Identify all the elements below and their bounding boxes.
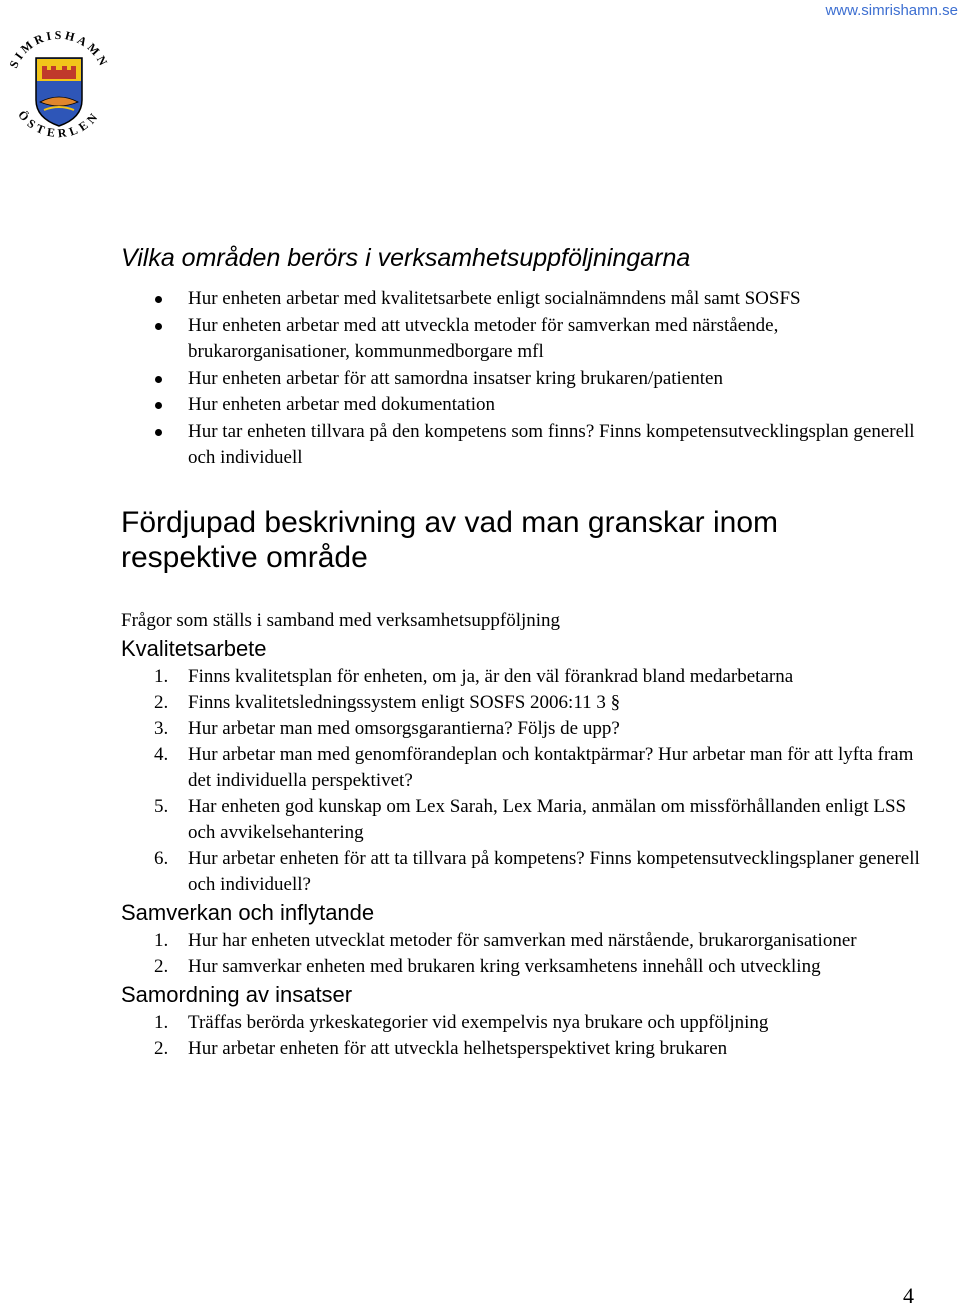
item-text: Träffas berörda yrkeskategorier vid exempelvis nya brukare och uppföljning [188, 1011, 769, 1033]
item-text: Hur arbetar man med genomförandeplan och kontaktpärmar? Hur arbetar man för att lyfta fram det individuella perspektivet? [188, 743, 914, 791]
list-item: Hur enheten arbetar med att utveckla metoder för samverkan med närstående, brukarorganisationer, kommunmedborgare mfl [121, 313, 921, 366]
subtitle: Frågor som ställs i samband med verksamhetsuppföljning [121, 609, 561, 631]
list-item [121, 742, 921, 794]
list-item [121, 664, 921, 690]
list-item: Hur enheten arbetar med kvalitetsarbete enligt socialnämndens mål samt SOSFS [121, 286, 921, 313]
item-number: 6. [154, 847, 169, 869]
item-number: 1. [154, 1011, 169, 1033]
item-number: 2. [154, 691, 169, 713]
section-title-kvalitetsarbete: Kvalitetsarbete [121, 635, 267, 661]
list-item [121, 794, 921, 846]
item-text: Hur arbetar enheten för att ta tillvara på kompetens? Finns kompetensutvecklingsplaner generell och individuell? [188, 847, 920, 895]
item-number: 2. [154, 1037, 169, 1059]
item-text: Hur arbetar enheten för att utveckla helhetsperspektivet kring brukaren [188, 1037, 728, 1059]
item-text: Finns kvalitetsplan för enheten, om ja, är den väl förankrad bland medarbetarna [188, 665, 794, 687]
site-url[interactable]: www.simrishamn.se [825, 2, 958, 19]
item-text: Hur arbetar man med omsorgsgarantierna? Följs de upp? [188, 717, 620, 739]
item-text: Har enheten god kunskap om Lex Sarah, Lex Maria, anmälan om missförhållanden enligt LSS och avvikelsehantering [188, 795, 907, 843]
item-number: 4. [154, 743, 169, 765]
kvalitetsarbete-list [121, 664, 921, 898]
areas-bullet-list [121, 286, 921, 472]
item-number: 1. [154, 665, 169, 687]
list-item: Hur tar enheten tillvara på den kompetens som finns? Finns kompetensutvecklingsplan generell och individuell [121, 419, 921, 472]
list-item [121, 928, 921, 954]
item-number: 1. [154, 929, 169, 951]
list-item: Hur enheten arbetar för att samordna insatser kring brukaren/patienten [121, 366, 921, 393]
section-title-samordning: Samordning av insatser [121, 981, 353, 1007]
shield-icon [36, 58, 82, 126]
section-title-areas: Vilka områden berörs i verksamhetsuppföljningarna [121, 244, 691, 272]
logo-text-bottom: ÖSTERLEN [15, 107, 103, 141]
section-title-samverkan: Samverkan och inflytande [121, 899, 375, 925]
item-text: Hur har enheten utvecklat metoder för samverkan med närstående, brukarorganisationer [188, 929, 857, 951]
logo-text-top: SIMRISHAMN [6, 27, 112, 71]
main-heading: Fördjupad beskrivning av vad man granskar inom respektive område [121, 505, 778, 574]
item-text: Finns kvalitetsledningssystem enligt SOSFS 2006:11 3 § [188, 691, 621, 713]
list-item [121, 690, 921, 716]
samordning-list [121, 1010, 921, 1062]
list-item [121, 1010, 921, 1036]
list-item [121, 954, 921, 980]
item-number: 2. [154, 955, 169, 977]
list-item [121, 716, 921, 742]
list-item: Hur enheten arbetar med dokumentation [121, 392, 921, 419]
item-number: 5. [154, 795, 169, 817]
item-number: 3. [154, 717, 169, 739]
list-item [121, 1036, 921, 1062]
samverkan-list [121, 928, 921, 980]
list-item [121, 846, 921, 898]
item-text: Hur samverkar enheten med brukaren kring verksamhetens innehåll och utveckling [188, 955, 821, 977]
document-body [121, 240, 921, 1062]
page-number: 4 [903, 1283, 914, 1308]
simrishamn-coat-of-arms-logo [0, 22, 118, 144]
